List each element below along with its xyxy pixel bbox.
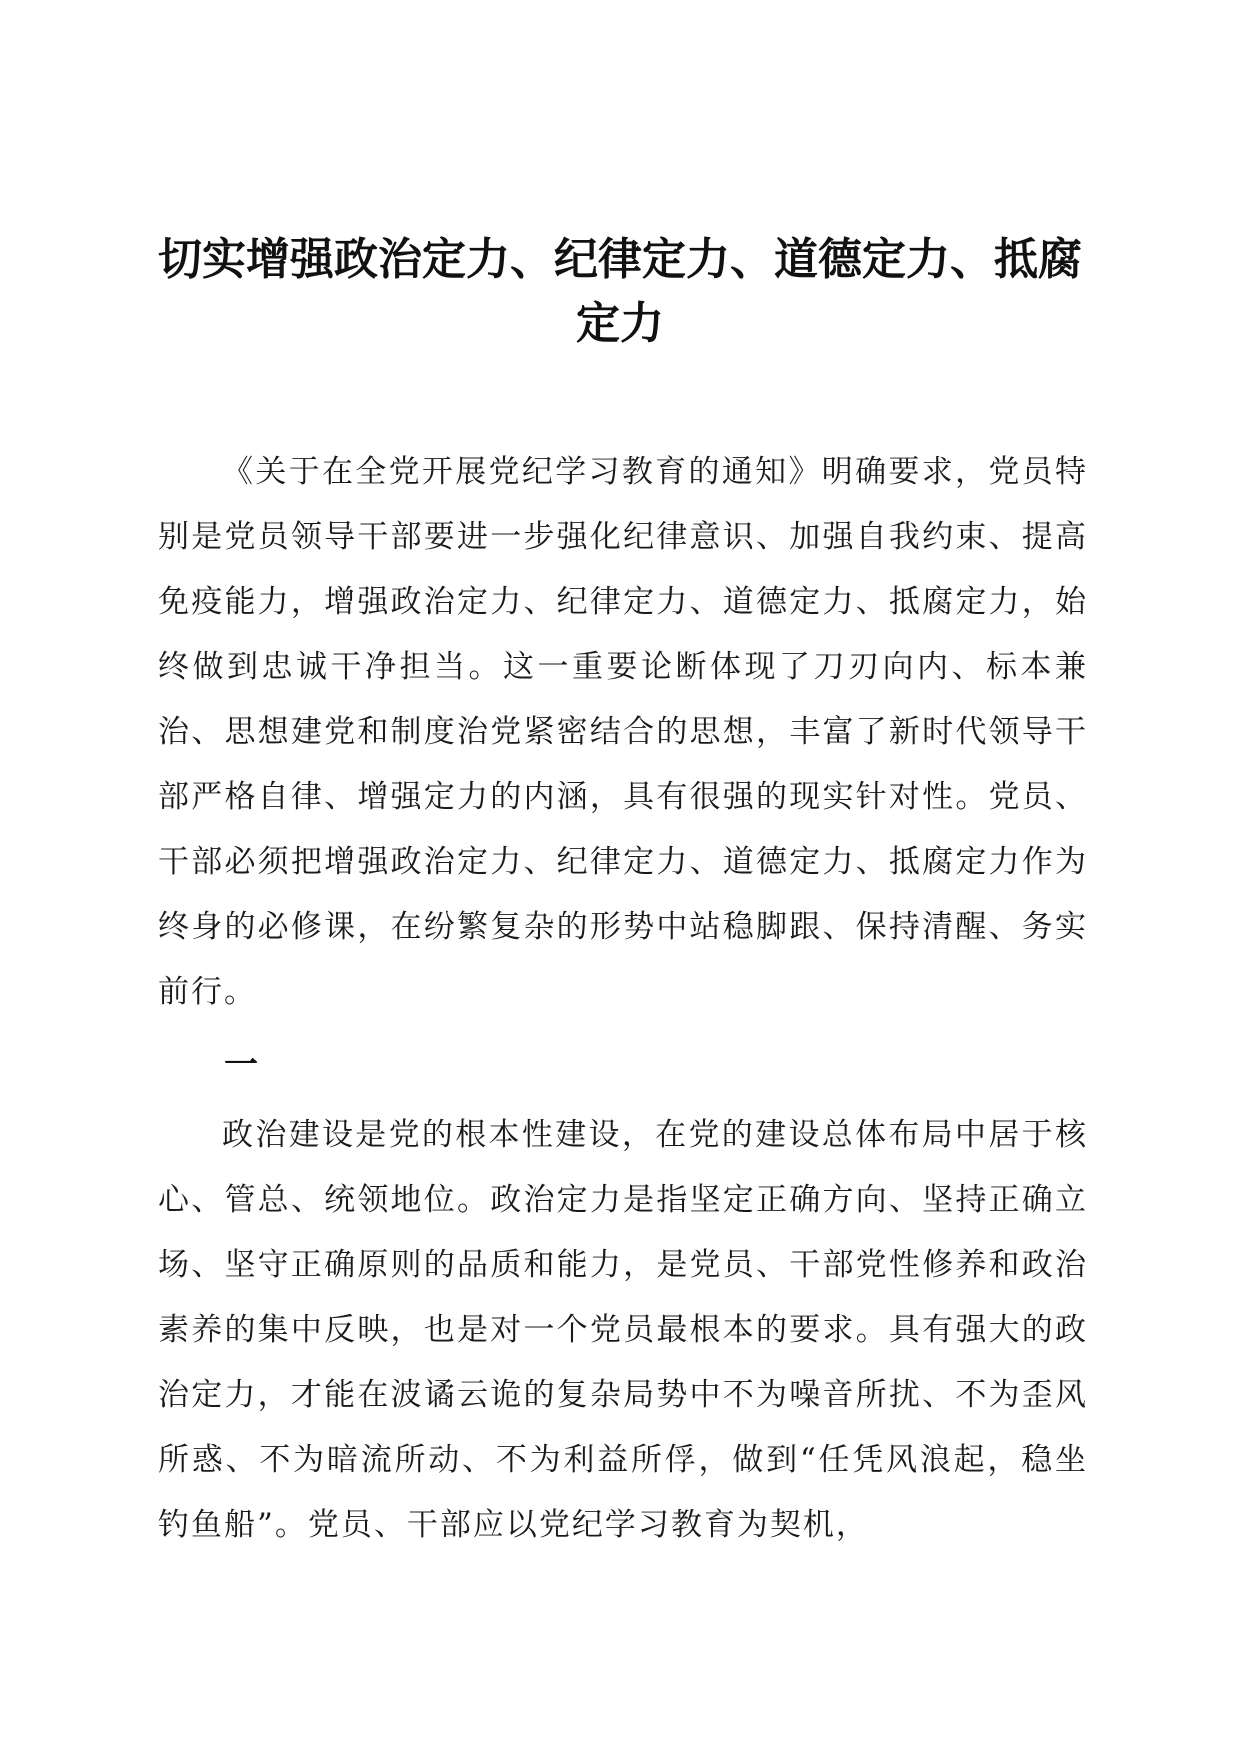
body-paragraph: 政治建设是党的根本性建设，在党的建设总体布局中居于核心、管总、统领地位。政治定力是指坚定正确方向、坚持正确立场、坚守正确原则的品质和能力，是党员、干部党性修养和政治素养的集中反映，也是对一个党员最根本的要求。具有强大的政治定力，才能在波谲云诡的复杂局势中不为噪音所扰、不为歪风所惑、不为暗流所动、不为利益所俘，做到“任凭风浪起，稳坐钓鱼船”。党员、干部应以党纪学习教育为契机， xyxy=(158,1117,1088,1543)
document-title: 切实增强政治定力、纪律定力、道德定力、抵腐定力 xyxy=(158,234,1082,349)
section-number: 一 xyxy=(224,1045,258,1085)
intro-paragraph: 《关于在全党开展党纪学习教育的通知》明确要求，党员特别是党员领导干部要进一步强化纪律意识、加强自我约束、提高免疫能力，增强政治定力、纪律定力、道德定力、抵腐定力，始终做到忠诚干净担当。这一重要论断体现了刀刃向内、标本兼治、思想建党和制度治党紧密结合的思想，丰富了新时代领导干部严格自律、增强定力的内涵，具有很强的现实针对性。党员、干部必须把增强政治定力、纪律定力、道德定力、抵腐定力作为终身的必修课，在纷繁复杂的形势中站稳脚跟、保持清醒、务实前行。 xyxy=(158,454,1088,1010)
